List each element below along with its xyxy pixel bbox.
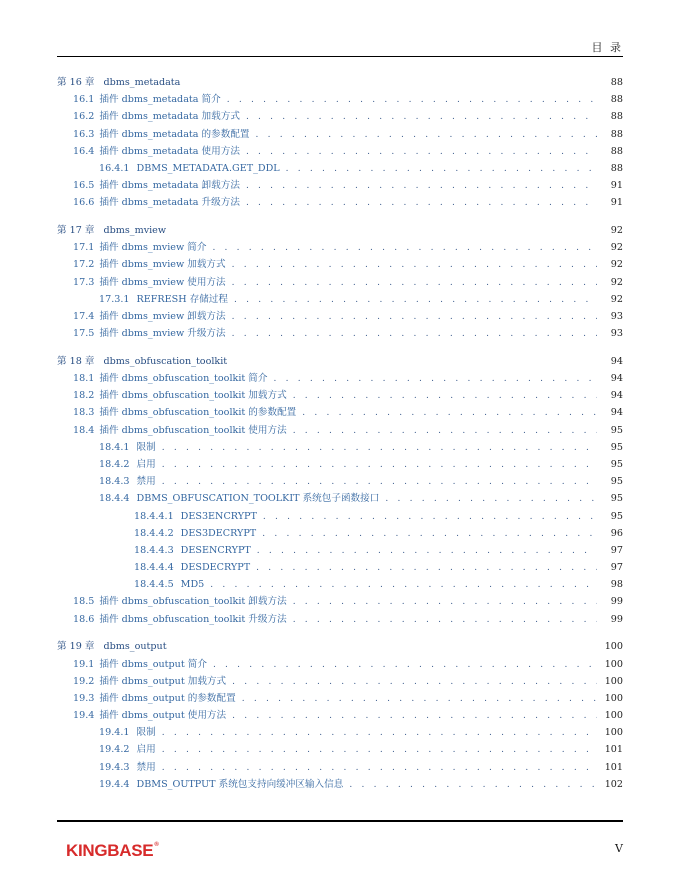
toc-page-number: 100	[604, 710, 623, 722]
toc-entry-title: dbms_metadata	[103, 77, 181, 88]
toc-entry[interactable]	[57, 542, 623, 559]
toc-entry-title: 插件 dbms_output 使用方法	[99, 710, 227, 722]
toc-dot-leader	[162, 742, 597, 759]
toc-entry-number: 18.4.3	[99, 476, 130, 488]
toc-page-number: 100	[604, 641, 623, 653]
toc-chapter-entry[interactable]	[57, 74, 623, 91]
toc-entry-number: 17.3.1	[99, 293, 130, 305]
toc-entry-number: 16.3	[73, 128, 95, 140]
toc-entry-title: MD5	[180, 579, 205, 591]
toc-page-number: 94	[610, 373, 623, 384]
toc-entry[interactable]	[57, 291, 623, 308]
toc-dot-leader	[293, 594, 597, 611]
toc-entry-title: 插件 dbms_metadata 加载方式	[99, 111, 240, 123]
toc-entry-number: 18.2	[73, 390, 95, 402]
toc-entry-title: 限制	[136, 441, 156, 453]
toc-entry-number: 19.4.1	[99, 727, 130, 739]
toc-entry-number: 18.4.4.2	[134, 527, 174, 539]
toc-page-number: 88	[610, 128, 623, 140]
toc-entry-title: dbms_obfuscation_toolkit	[103, 355, 228, 367]
toc-entry-number: 第 19 章	[57, 641, 95, 653]
toc-entry-title: 插件 dbms_metadata 的参数配置	[99, 128, 250, 140]
toc-page-number: 93	[610, 328, 623, 340]
toc-entry-title: 插件 dbms_metadata 升级方法	[99, 197, 240, 209]
toc-entry[interactable]	[57, 490, 623, 507]
toc-entry-title: 插件 dbms_output 的参数配置	[99, 692, 236, 704]
toc-entry[interactable]	[57, 741, 623, 758]
toc-entry-title: 插件 dbms_obfuscation_toolkit 使用方法	[99, 424, 287, 436]
toc-page-number: 92	[610, 276, 623, 288]
toc-entry-title: 插件 dbms_obfuscation_toolkit 加载方式	[99, 390, 287, 402]
toc-entry[interactable]	[57, 473, 623, 490]
toc-entry-number: 19.4.4	[99, 778, 130, 790]
toc-entry-number: 第 18 章	[57, 355, 95, 367]
toc-entry-title: 插件 dbms_mview 简介	[99, 242, 207, 254]
toc-entry-number: 17.4	[73, 310, 95, 322]
toc-page-number: 95	[610, 510, 623, 522]
toc-entry-number: 17.5	[73, 328, 95, 340]
toc-entry-number: 18.5	[73, 596, 95, 608]
toc-dot-leader	[232, 309, 597, 326]
toc-entry-number: 16.5	[73, 180, 95, 192]
toc-page-number: 88	[610, 162, 623, 174]
toc-entry-number: 17.1	[73, 242, 95, 254]
toc-page-number: 97	[610, 562, 623, 574]
toc-page-number: 92	[610, 242, 623, 254]
toc-entry-title: 插件 dbms_metadata 使用方法	[99, 145, 240, 157]
toc-entry[interactable]	[57, 724, 623, 741]
toc-page-number: 101	[604, 761, 623, 773]
toc-dot-leader	[227, 92, 597, 109]
toc-entry[interactable]	[57, 456, 623, 473]
toc-entry-title: dbms_output	[103, 641, 167, 653]
toc-dot-leader	[286, 161, 597, 178]
toc-entry-number: 19.3	[73, 692, 95, 704]
page-number: V	[615, 842, 623, 855]
toc-page-number: 88	[610, 111, 623, 123]
toc-chapter	[57, 638, 623, 793]
toc-page-number: 101	[604, 744, 623, 756]
toc-page-number: 92	[610, 259, 623, 271]
toc-entry-title: 插件 dbms_mview 卸载方法	[99, 310, 226, 322]
toc-entry-title: 插件 dbms_mview 加载方式	[99, 259, 226, 271]
toc-entry-title: 插件 dbms_obfuscation_toolkit 的参数配置	[99, 407, 297, 419]
toc-entry-number: 18.4.4.3	[134, 544, 174, 556]
toc-page-number: 92	[610, 225, 623, 236]
toc-entry[interactable]	[57, 239, 623, 256]
toc-dot-leader	[257, 543, 597, 560]
toc-entry-number: 19.4.3	[99, 761, 130, 773]
toc-entry-title: DBMS_OUTPUT 系统包支持向缓冲区输入信息	[136, 778, 344, 790]
toc-dot-leader	[162, 760, 597, 777]
toc-dot-leader	[256, 127, 597, 144]
toc-dot-leader	[293, 612, 597, 629]
toc-entry[interactable]	[57, 325, 623, 342]
toc-entry[interactable]	[57, 439, 623, 456]
toc-entry-number: 18.4.4.5	[134, 579, 174, 591]
toc-entry-number: 18.3	[73, 407, 95, 419]
toc-dot-leader	[263, 509, 597, 526]
toc-entry-title: 插件 dbms_mview 使用方法	[99, 276, 226, 288]
toc-entry-title: 插件 dbms_metadata 简介	[99, 94, 221, 106]
toc-entry-number: 16.4.1	[99, 162, 130, 174]
toc-entry-number: 17.3	[73, 276, 95, 288]
logo-registered-mark: ®	[154, 842, 159, 848]
toc-dot-leader	[232, 275, 597, 292]
toc-entry[interactable]	[57, 404, 623, 421]
toc-dot-leader	[232, 674, 597, 691]
toc-entry[interactable]	[57, 776, 623, 793]
toc-entry-number: 19.4	[73, 710, 95, 722]
toc-page-number: 88	[610, 94, 623, 106]
toc-page-number: 100	[604, 727, 623, 739]
toc-dot-leader	[162, 457, 597, 474]
toc-page-number: 98	[610, 579, 623, 591]
toc-page-number: 100	[604, 675, 623, 687]
kingbase-logo	[66, 841, 158, 861]
toc-entry-title: 插件 dbms_mview 升级方法	[99, 328, 226, 340]
toc-entry-title: 启用	[136, 744, 156, 756]
toc-dot-leader	[213, 657, 597, 674]
toc-page-number: 100	[604, 692, 623, 704]
toc-dot-leader	[246, 195, 597, 212]
toc-entry[interactable]	[57, 576, 623, 593]
toc-entry-number: 18.6	[73, 613, 95, 625]
toc-dot-leader	[349, 777, 597, 794]
header-rule	[57, 56, 623, 57]
toc-entry-number: 19.2	[73, 675, 95, 687]
toc-page-number: 95	[610, 458, 623, 470]
toc-entry-number: 18.4.4.4	[134, 562, 174, 574]
toc-entry-number: 18.4.1	[99, 441, 130, 453]
toc-dot-leader	[385, 491, 597, 508]
toc-dot-leader	[293, 388, 597, 405]
toc-chapter	[57, 222, 623, 342]
toc-page-number: 99	[610, 596, 623, 608]
toc-dot-leader	[242, 691, 597, 708]
logo-text: KINGBASE	[66, 841, 154, 860]
toc-entry-title: REFRESH 存储过程	[136, 293, 228, 305]
toc-entry[interactable]	[57, 559, 623, 576]
toc-dot-leader	[293, 423, 597, 440]
toc-chapter-entry[interactable]	[57, 638, 623, 655]
toc-entry-title: 禁用	[136, 476, 156, 488]
toc-dot-leader	[210, 577, 597, 594]
toc-entry-number: 第 17 章	[57, 225, 95, 236]
toc-chapter	[57, 74, 623, 212]
toc-entry[interactable]	[57, 91, 623, 108]
toc-entry[interactable]	[57, 177, 623, 194]
toc-page-number: 91	[610, 197, 623, 209]
toc-entry-title: DESDECRYPT	[180, 562, 251, 574]
toc-page-number: 88	[610, 77, 623, 88]
toc-entry-number: 18.1	[73, 373, 95, 384]
toc-dot-leader	[302, 405, 597, 422]
toc-entry-number: 18.4.4	[99, 493, 130, 505]
toc-entry[interactable]	[57, 126, 623, 143]
toc-entry-title: DES3DECRYPT	[180, 527, 257, 539]
toc-entry-number: 17.2	[73, 259, 95, 271]
toc-page-number: 96	[610, 527, 623, 539]
toc-page-number: 95	[610, 441, 623, 453]
toc-entry-title: 插件 dbms_obfuscation_toolkit 简介	[99, 373, 268, 384]
toc-page-number: 92	[610, 293, 623, 305]
toc-dot-leader	[212, 240, 597, 257]
toc-entry-number: 16.1	[73, 94, 95, 106]
toc-entry[interactable]	[57, 690, 623, 707]
toc-dot-leader	[232, 257, 597, 274]
toc-page-number: 95	[610, 476, 623, 488]
toc-entry-title: 插件 dbms_metadata 卸载方法	[99, 180, 240, 192]
toc-entry-title: 插件 dbms_output 加载方式	[99, 675, 227, 687]
toc-entry-title: DBMS_OBFUSCATION_TOOLKIT 系统包子函数接口	[136, 493, 380, 505]
toc-entry[interactable]	[57, 387, 623, 404]
toc-dot-leader	[262, 526, 597, 543]
toc-dot-leader	[162, 725, 597, 742]
toc-entry[interactable]	[57, 308, 623, 325]
toc-entry[interactable]	[57, 143, 623, 160]
toc-entry-title: 限制	[136, 727, 156, 739]
toc-entry-title: 启用	[136, 458, 156, 470]
toc-entry[interactable]	[57, 370, 623, 387]
toc-entry-number: 第 16 章	[57, 77, 95, 88]
toc-entry-title: 禁用	[136, 761, 156, 773]
toc-entry[interactable]	[57, 194, 623, 211]
toc-page-number: 91	[610, 180, 623, 192]
header-title: 目 录	[591, 41, 623, 54]
toc-page-number: 94	[610, 407, 623, 419]
toc-page-number: 100	[604, 658, 623, 670]
toc-dot-leader	[232, 708, 597, 725]
toc-dot-leader	[274, 371, 598, 388]
toc-entry[interactable]	[57, 707, 623, 724]
toc-entry[interactable]	[57, 611, 623, 628]
toc-entry[interactable]	[57, 160, 623, 177]
toc-dot-leader	[162, 440, 597, 457]
toc-dot-leader	[246, 144, 597, 161]
toc-entry-number: 19.4.2	[99, 744, 130, 756]
toc-entry[interactable]	[57, 525, 623, 542]
toc-entry-title: 插件 dbms_obfuscation_toolkit 卸载方法	[99, 596, 287, 608]
footer-rule	[57, 820, 623, 822]
toc-entry-number: 19.1	[73, 658, 95, 670]
toc-page-number: 102	[604, 778, 623, 790]
toc-page-number: 95	[610, 424, 623, 436]
toc-dot-leader	[232, 326, 597, 343]
toc-page-number: 94	[610, 390, 623, 402]
toc-entry-title: 插件 dbms_output 简介	[99, 658, 207, 670]
toc-entry-title: DBMS_METADATA.GET_DDL	[136, 162, 280, 174]
toc-entry[interactable]	[57, 508, 623, 525]
toc-entry[interactable]	[57, 593, 623, 610]
toc-entry-number: 18.4.4.1	[134, 510, 174, 522]
toc-dot-leader	[234, 292, 597, 309]
toc-entry[interactable]	[57, 108, 623, 125]
toc-page-number: 95	[610, 493, 623, 505]
toc-entry[interactable]	[57, 656, 623, 673]
toc-page-number: 94	[610, 355, 623, 367]
toc-page-number: 97	[610, 544, 623, 556]
toc-page-number: 93	[610, 310, 623, 322]
toc-chapter-entry[interactable]	[57, 353, 623, 370]
toc-entry-number: 18.4.2	[99, 458, 130, 470]
toc-chapter-entry[interactable]	[57, 222, 623, 239]
toc-entry[interactable]	[57, 673, 623, 690]
toc-entry-number: 16.2	[73, 111, 95, 123]
toc-dot-leader	[162, 474, 597, 491]
toc-entry[interactable]	[57, 274, 623, 291]
toc-dot-leader	[246, 109, 597, 126]
toc-entry-title: DESENCRYPT	[180, 544, 251, 556]
toc-page-number: 88	[610, 145, 623, 157]
toc-dot-leader	[246, 178, 597, 195]
toc-entry-title: DES3ENCRYPT	[180, 510, 257, 522]
toc-entry-number: 18.4	[73, 424, 95, 436]
toc-entry[interactable]	[57, 256, 623, 273]
toc-entry[interactable]	[57, 759, 623, 776]
toc-entry-title: 插件 dbms_obfuscation_toolkit 升级方法	[99, 613, 287, 625]
table-of-contents	[57, 74, 623, 804]
toc-entry[interactable]	[57, 422, 623, 439]
toc-entry-number: 16.6	[73, 197, 95, 209]
toc-entry-title: dbms_mview	[103, 225, 167, 236]
toc-entry-number: 16.4	[73, 145, 95, 157]
toc-page-number: 99	[610, 613, 623, 625]
toc-dot-leader	[256, 560, 597, 577]
toc-chapter	[57, 353, 623, 628]
